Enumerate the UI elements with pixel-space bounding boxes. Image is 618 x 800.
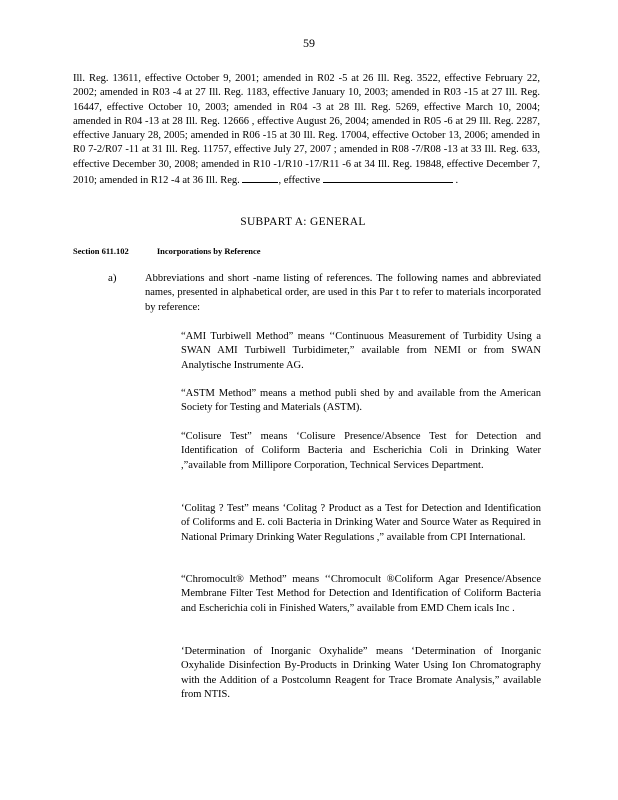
effective-word: , effective (278, 175, 321, 187)
section-number: Section 611.102 (73, 246, 129, 256)
definition-colitag-test: ‘Colitag ? Test” means ‘Colitag ? Product as a Test for Detection and Identification of Coliforms and E. coli Bacteria in Drinking Water and Source Water as Required in National Primary Drinking Water Regulations ,” available from CPI International. (181, 503, 541, 543)
definition-inorganic-oxyhalide: ‘Determination of Inorganic Oxyhalide” means ‘Determination of Inorganic Oxyhalide Disinfection By-Products in Drinking Water Using Ion Chromatography with the Addition of a Postcolumn Reagent for Trace Bromate Analysis,” available from NTIS. (181, 646, 541, 700)
page-number: 59 (303, 36, 315, 50)
item-a-text: Abbreviations and short -name listing of references. The following names and abbreviated names, presented in alphabetical order, are used in this Par t to refer to materials incorporated by reference: (145, 273, 541, 313)
blank-reg-page (242, 172, 278, 183)
definition-chromocult-method: “Chromocult® Method” means ‘‘Chromocult ®Coliform Agar Presence/Absence Membrane Filter Test Method for Detection and Identification of Coliform Bacteria and Escherichia coli in Finished Waters,” available from EMD Chem icals Inc . (181, 574, 541, 614)
item-a-label: a) (108, 272, 117, 284)
end-mark: . (455, 175, 459, 187)
amendment-history-text: Ill. Reg. 13611, effective October 9, 2001; amended in R02 -5 at 26 Ill. Reg. 3522, effective February 22, 2002; amended in R03 -4 at 27 Ill. Reg. 1183, effective January 10, 2003; amended in R03 -15 at 27 Ill. Reg. 16447, effective October 10, 2003; amended in R04 -3 at 28 Ill. Reg. 5269, effective March 10, 2004; amended in R04 -13 at 28 Ill. Reg. 12666 , effective August 26, 2004; amended in R05 -6 at 29 Ill. Reg. 2287, effective January 28, 2005; amended in R06 -15 at 30 Ill. Reg. 17004, effective October 13, 2006; amended in R0 7-2/R07 -11 at 31 Ill. Reg. 11757, effective July 27, 2007 ; amended in R08 -7/R08 -13 at 33 Ill. Reg. 633, effective December 30, 2008; amended in R10 -1/R10 -17/R11 -6 at 34 Ill. Reg. 19848, effective December 7, 2010; amended in R12 -4 at 36 Ill. Reg. (73, 73, 540, 187)
blank-effective-date (323, 172, 453, 183)
definition-colisure-test: “Colisure Test” means ‘Colisure Presence/Absence Test for Detection and Identification of Coliform Bacteria and Escherichia Coli in Drinking Water ,”available from Millipore Corporation, Technical Services Department. (181, 431, 541, 471)
definition-astm-method: “ASTM Method” means a method publi shed by and available from the American Society for Testing and Materials (ASTM). (181, 388, 541, 414)
amendment-history (73, 72, 540, 188)
definition-ami-turbiwell: “AMI Turbiwell Method” means ‘‘Continuous Measurement of Turbidity Using a SWAN AMI Turbiwell Turbidimeter,” available from NEMI or from SWAN Analytische Instrumente AG. (181, 331, 541, 371)
section-heading (73, 246, 287, 256)
section-title: Incorporations by Reference (156, 246, 261, 256)
subpart-heading: SUBPART A: GENERAL (240, 216, 366, 228)
